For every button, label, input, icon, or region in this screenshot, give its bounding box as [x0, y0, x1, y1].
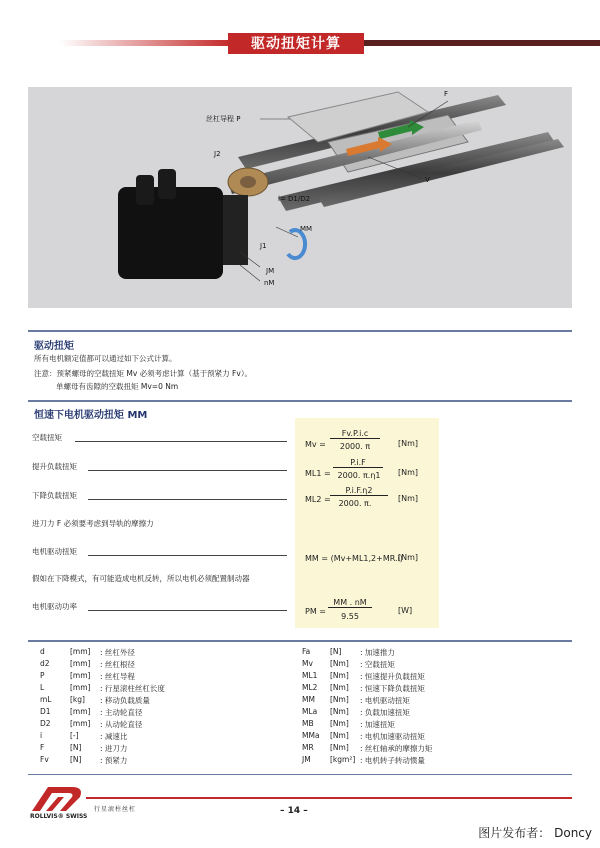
label-lift-load-torque: 提升负载扭矩 [32, 462, 77, 471]
formula-ml2-numerator: P.i.F.η2 [330, 486, 388, 496]
constant-speed-title: 恒速下电机驱动扭矩 MM [34, 410, 148, 421]
formula-pm-numerator: MM . nM [328, 598, 372, 608]
underline-lower [88, 499, 287, 500]
rotation-arrow [288, 230, 305, 258]
drive-torque-title: 驱动扭矩 [34, 341, 74, 352]
symbol-legend: d [mm] : 丝杠外径 d2 [mm] : 丝杠根径 P [mm] : 丝杠导程 L [mm] : 行星滚柱丝杠长度 mL [kg] : 移动负载质量 D1 [mm] : 主动轮直径 D2 [mm] : 从动轮直径 i [-] : 减速比 F [N] : 进刀力 Fv [N] : 预紧力 Fa [N] : 加速推力 Mv [Nm] : 空载扭矩 ML1 [Nm] : 恒速提升负载扭矩 ML2 [Nm] : 恒速下降负载扭矩 MM [Nm] : 电机驱动扭矩 MLa [Nm] : 负载加速扭矩 MB [Nm] : 加速扭矩 MMa [Nm] : 电机加速驱动扭矩 MR [Nm] : 丝杠轴承的摩擦力矩 JM [kgm²] : 电机转子转动惯量 [28, 640, 572, 775]
label-j1: J1 [260, 242, 267, 250]
note-brake: 假如在下降模式，有可能造成电机反转，所以电机必须配置制动器 [32, 574, 250, 583]
unit-ml1: [Nm] [398, 468, 419, 477]
formula-ml2-left: ML2 = [305, 495, 331, 504]
note-friction: 进刀力 F 必须要考虑到导轨的摩擦力 [32, 519, 154, 528]
label-force: F [444, 90, 449, 98]
formula-ml1-denominator: 2000. π.η1 [337, 471, 381, 480]
servo-motor [118, 187, 223, 279]
label-velocity: V [425, 176, 430, 184]
brand-subtitle: 行星滚柱丝杠 [94, 806, 137, 813]
header-bar-right [364, 40, 600, 46]
label-motor-torque: 电机驱动扭矩 [32, 547, 77, 556]
unit-ml2: [Nm] [398, 494, 419, 503]
formula-pm-denominator: 9.55 [341, 612, 359, 621]
formula-ml1-left: ML1 = [305, 469, 331, 478]
label-lower-load-torque: 下降负载扭矩 [32, 491, 77, 500]
label-ratio: i= D1/D2 [278, 195, 311, 203]
formula-ml2-denominator: 2000. π. [338, 499, 372, 508]
logo-mark-icon [28, 783, 90, 813]
rollvis-logo [28, 783, 90, 827]
brand-name: ROLLVIS® SWISS [30, 813, 88, 820]
motor-connector-1 [136, 175, 154, 205]
underline-motor-torque [88, 555, 287, 556]
label-jm: JM [266, 267, 275, 275]
section-rule-1 [28, 330, 572, 332]
underline-lift [88, 470, 287, 471]
formula-ml1-numerator: P.i.F [333, 458, 383, 468]
label-motor-power: 电机驱动功率 [32, 602, 77, 611]
formula-mm: MM = (Mv+ML1,2+MR.i) [305, 554, 403, 563]
label-no-load-torque: 空载扭矩 [32, 433, 62, 442]
underline-no-load [75, 441, 287, 442]
label-nm: nM [264, 279, 275, 287]
footer-rule [86, 797, 572, 799]
drive-torque-line2: 注意：预紧螺母的空载扭矩 Mv 必须考虑计算（基于预紧力 Fv）。 [34, 369, 253, 378]
drive-torque-line1: 所有电机额定值都可以通过如下公式计算。 [34, 354, 177, 363]
unit-pm: [W] [398, 606, 413, 615]
page-title: 驱动扭矩计算 [251, 36, 341, 52]
formula-pm-left: PM = [305, 607, 326, 616]
label-mm: MM [300, 225, 313, 233]
formula-mv-left: Mv = [305, 440, 326, 449]
underline-motor-power [88, 610, 287, 611]
header-gradient [60, 40, 230, 46]
label-j2: J2 [214, 150, 221, 158]
unit-mm: [Nm] [398, 553, 419, 562]
actuator-illustration [28, 87, 572, 308]
drive-torque-line3: 单螺母有齿隙的空载扭矩 Mv=0 Nm [56, 382, 179, 391]
page-number: – 14 – [280, 806, 308, 816]
formula-mv-numerator: Fv.P.i.c [330, 429, 380, 439]
motor-connector-2 [158, 169, 176, 199]
section-rule-2 [28, 400, 572, 402]
formula-mv-denominator: 2000. π [339, 442, 371, 451]
unit-mv: [Nm] [398, 439, 419, 448]
label-screw-lead: 丝杠导程 P [206, 115, 241, 123]
publisher-credit: 图片发布者： Doncy [478, 826, 592, 840]
